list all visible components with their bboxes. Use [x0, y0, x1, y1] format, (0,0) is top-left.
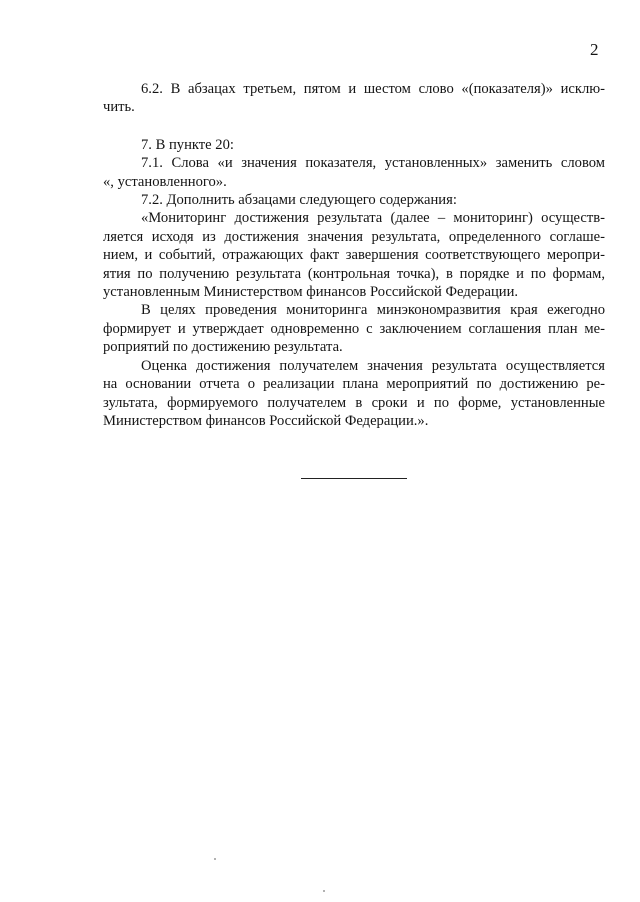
text-line: зультата, формируемого получателем в сроки и по форме, установленные	[103, 394, 605, 411]
text-line: В целях проведения мониторинга минэкономразвития края ежегодно	[141, 302, 605, 319]
text-line: Оценка достижения получателем значения результата осуществляется	[141, 357, 605, 374]
text-line: формирует и утверждает одновременно с заключением соглашения план ме-	[103, 320, 605, 337]
paragraph-7	[103, 136, 605, 154]
text-line: на основании отчета о реализации плана мероприятий по достижению ре-	[103, 376, 605, 393]
paragraph-plan	[103, 301, 605, 356]
scan-speck	[323, 890, 325, 892]
text-line: «Мониторинг достижения результата (далее – мониторинг) осуществ-	[141, 210, 605, 227]
text-line: ятия по получению результата (контрольная точка), в порядке и по формам,	[103, 265, 605, 282]
text-line: установленным Министерством финансов Российской Федерации.	[103, 284, 519, 301]
scan-speck	[214, 858, 216, 860]
document-body	[103, 80, 605, 430]
paragraph-assessment	[103, 357, 605, 431]
text-line: ляется исходя из достижения значения результата, определенного соглаше-	[103, 228, 605, 245]
text-line: Министерством финансов Российской Федерации.».	[103, 412, 429, 429]
paragraph-6-2	[103, 80, 605, 117]
paragraph-7-1	[103, 154, 605, 191]
text-line: 7. В пункте 20:	[141, 136, 234, 153]
paragraph-7-2	[103, 191, 605, 209]
text-line: 7.2. Дополнить абзацами следующего содержания:	[141, 192, 457, 209]
text-line: 7.1. Слова «и значения показателя, установленных» заменить словом	[141, 155, 605, 172]
text-line: «, установленного».	[103, 173, 227, 190]
text-line: роприятий по достижению результата.	[103, 339, 343, 356]
text-line: чить.	[103, 99, 135, 116]
page-number: 2	[590, 40, 599, 59]
text-line: 6.2. В абзацах третьем, пятом и шестом слово «(показателя)» исклю-	[141, 81, 605, 97]
text-line: нием, и событий, отражающих факт завершения соответствующего меропри-	[103, 247, 605, 264]
end-divider-line	[301, 478, 407, 479]
paragraph-monitoring	[103, 209, 605, 301]
